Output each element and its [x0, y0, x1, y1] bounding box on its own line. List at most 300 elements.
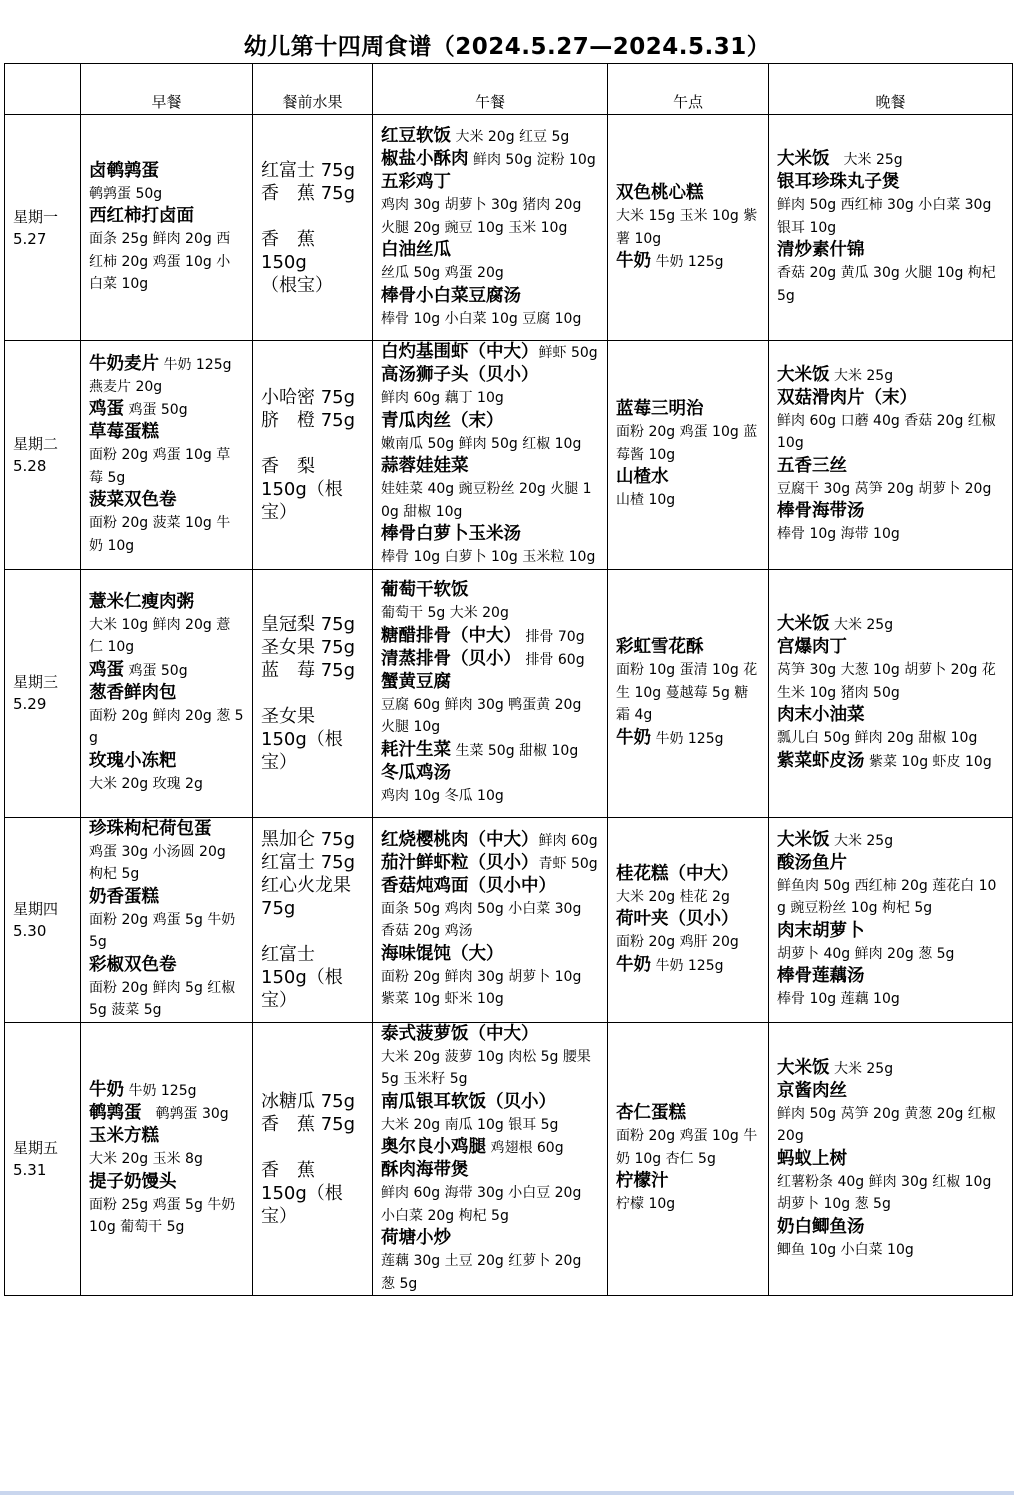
- fruit-line: 圣女果 75g: [261, 636, 356, 658]
- snack-dish: [616, 1170, 760, 1193]
- dish-name: 棒骨小白菜豆腐汤: [381, 285, 521, 306]
- breakfast-ingredients: 大米 10g 鲜肉 20g 薏仁 10g: [89, 616, 231, 656]
- snack-dish: [616, 727, 760, 750]
- lunch-dish: [381, 148, 599, 171]
- dish-amount: 鲜肉 60g: [538, 832, 598, 849]
- header-row: [5, 64, 1013, 115]
- breakfast-cell: [81, 569, 253, 817]
- breakfast-dish: [89, 954, 244, 977]
- fruit-line: （根宝）: [261, 274, 333, 296]
- dish-amount: 排骨 60g: [521, 651, 585, 668]
- dish-name: 茄汁鲜虾粒（贝小）: [381, 852, 539, 873]
- fruit-line: 150g（根: [261, 478, 343, 500]
- lunch-dish: [381, 523, 599, 546]
- dinner-cell: [769, 115, 1013, 341]
- day-date: 5.31: [13, 1160, 47, 1179]
- dinner-dish: [777, 1080, 1004, 1103]
- dish-name: 蚂蚁上树: [777, 1148, 847, 1169]
- dinner-cell: [769, 817, 1013, 1022]
- dinner-ingredients: 鲜鱼肉 50g 西红柿 20g 莲花白 10g 豌豆粉丝 10g 枸杞 5g: [777, 877, 997, 916]
- day-name: 星期五: [13, 1138, 59, 1157]
- dinner-dish: [777, 387, 1004, 410]
- lunch-cell: [373, 341, 608, 570]
- dish-name: 牛奶麦片: [89, 353, 159, 374]
- dish-name: 大米饭: [777, 149, 830, 169]
- breakfast-dish: [89, 489, 244, 512]
- dish-name: 白油丝瓜: [381, 240, 451, 260]
- dish-amount: 鲜肉 50g 淀粉 10g: [468, 152, 596, 168]
- dinner-ingredients: 胡萝卜 40g 鲜肉 20g 葱 5g: [777, 945, 955, 962]
- snack-ingredients: 面粉 20g 鸡肝 20g: [616, 934, 739, 950]
- day-date: 5.30: [13, 921, 47, 940]
- fruit-line: 宝）: [261, 989, 297, 1011]
- breakfast-ingredients: 面粉 20g 鲜肉 20g 葱 5g: [89, 707, 244, 747]
- dish-name: 青瓜肉丝（末）: [381, 410, 504, 431]
- lunch-ingredients: 豆腐 60g 鲜肉 30g 鸭蛋黄 20g 火腿 10g: [381, 696, 582, 735]
- dish-name: 大米饭: [777, 364, 830, 385]
- dish-name: 薏米仁瘦肉粥: [89, 591, 194, 612]
- day-cell: [5, 569, 81, 817]
- dish-name: 肉末小油菜: [777, 705, 865, 726]
- day-name: 星期三: [13, 673, 59, 691]
- breakfast-dish: [89, 818, 244, 841]
- breakfast-ingredients: 面粉 20g 鲜肉 5g 红椒 5g 菠菜 5g: [89, 979, 236, 1018]
- fruit-line: 黑加仑 75g: [261, 828, 356, 850]
- breakfast-ingredients: 燕麦片 20g: [89, 378, 163, 395]
- dish-name: 肉末胡萝卜: [777, 920, 865, 941]
- dish-name: 清蒸排骨（贝小）: [381, 648, 521, 669]
- fruit-line: 150g（根: [261, 728, 343, 750]
- dinner-cell: [769, 1022, 1013, 1296]
- day-cell: [5, 341, 81, 570]
- breakfast-cell: [81, 1022, 253, 1296]
- dish-amount: 大米 25g: [829, 367, 894, 384]
- dish-amount: 生菜 50g 甜椒 10g: [451, 742, 579, 759]
- lunch-dish: [381, 1091, 599, 1114]
- dish-name: 大米饭: [777, 1057, 830, 1078]
- snack-cell: [608, 569, 769, 817]
- dish-name: 葡萄干软饭: [381, 580, 469, 600]
- lunch-ingredients: 大米 20g 菠萝 10g 肉松 5g 腰果 5g 玉米籽 5g: [381, 1048, 591, 1087]
- breakfast-dish: [89, 398, 244, 421]
- dinner-ingredients: 棒骨 10g 莲藕 10g: [777, 991, 900, 1007]
- dish-name: 高汤狮子头（贝小）: [381, 365, 539, 385]
- lunch-dish: [381, 1159, 599, 1182]
- header-dinner: 晚餐: [769, 64, 1013, 115]
- breakfast-dish: [89, 750, 244, 773]
- dish-name: 卤鹌鹑蛋: [89, 160, 159, 181]
- dish-name: 清炒素什锦: [777, 240, 865, 260]
- dinner-ingredients: 鲫鱼 10g 小白菜 10g: [777, 1241, 914, 1258]
- breakfast-dish: [89, 353, 244, 376]
- dish-amount: 大米 25g: [829, 1060, 894, 1077]
- dish-name: 鸡蛋: [89, 659, 124, 680]
- breakfast-ingredients: 鸡蛋 30g 小汤圆 20g 枸杞 5g: [89, 843, 226, 882]
- breakfast-ingredients: 面粉 20g 菠菜 10g 牛奶 10g: [89, 515, 231, 554]
- day-date: 5.27: [13, 229, 47, 248]
- fruit-cell: [253, 115, 373, 341]
- dinner-cell: [769, 341, 1013, 570]
- fruit-line: 宝）: [261, 751, 297, 773]
- fruit-cell: [253, 569, 373, 817]
- dish-name: 大米饭: [777, 614, 830, 635]
- lunch-dish: [381, 829, 599, 852]
- snack-ingredients: 山楂 10g: [616, 492, 676, 508]
- snack-dish: [616, 398, 760, 421]
- dinner-ingredients: 鲜肉 60g 口蘑 40g 香菇 20g 红椒 10g: [777, 412, 996, 452]
- lunch-dish: [381, 852, 599, 875]
- header-day: [5, 64, 81, 115]
- snack-cell: [608, 115, 769, 341]
- breakfast-dish: [89, 659, 244, 682]
- dish-name: 奶白鲫鱼汤: [777, 1216, 865, 1237]
- dish-name: 京酱肉丝: [777, 1080, 847, 1101]
- dish-amount: 鹌鹑蛋 30g: [141, 1106, 229, 1122]
- snack-dish: [616, 182, 760, 205]
- fruit-line: 香 蕉: [261, 1159, 315, 1181]
- dinner-dish: [777, 920, 1004, 943]
- dinner-dish: [777, 750, 1004, 773]
- lunch-dish: [381, 625, 599, 648]
- lunch-ingredients: 大米 20g 南瓜 10g 银耳 5g: [381, 1116, 559, 1133]
- lunch-dish: [381, 125, 599, 148]
- table-row: [5, 1022, 1013, 1296]
- dinner-dish: [777, 171, 1004, 194]
- dinner-ingredients: 豆腐干 30g 莴笋 20g 胡萝卜 20g: [777, 480, 992, 497]
- dish-amount: 鸡蛋 50g: [124, 662, 188, 679]
- fruit-line: 150g: [261, 251, 307, 273]
- breakfast-dish: [89, 1102, 244, 1125]
- fruit-line: 蓝 莓 75g: [261, 659, 356, 681]
- dish-name: 棒骨莲藕汤: [777, 966, 865, 986]
- dish-name: 荷叶夹（贝小）: [616, 909, 739, 929]
- dish-name: 山楂水: [616, 467, 669, 487]
- lunch-dish: [381, 364, 599, 387]
- snack-dish: [616, 1102, 760, 1125]
- dish-name: 酥肉海带煲: [381, 1160, 469, 1180]
- dish-name: 五香三丝: [777, 455, 847, 476]
- lunch-dish: [381, 171, 599, 194]
- lunch-cell: [373, 1022, 608, 1296]
- dish-name: 彩椒双色卷: [89, 954, 177, 975]
- day-cell: [5, 1022, 81, 1296]
- fruit-line: [261, 205, 364, 228]
- dish-amount: 鲜虾 50g: [538, 345, 598, 361]
- snack-ingredients: 大米 15g 玉米 10g 紫薯 10g: [616, 208, 758, 247]
- lunch-ingredients: 面粉 20g 鲜肉 30g 胡萝卜 10g 紫菜 10g 虾米 10g: [381, 968, 582, 1007]
- lunch-ingredients: 丝瓜 50g 鸡蛋 20g: [381, 265, 504, 281]
- dish-name: 银耳珍珠丸子煲: [777, 172, 900, 192]
- dish-name: 彩虹雪花酥: [616, 637, 704, 658]
- lunch-cell: [373, 817, 608, 1022]
- lunch-ingredients: 莲藕 30g 土豆 20g 红萝卜 20g 葱 5g: [381, 1253, 582, 1292]
- dish-name: 杏仁蛋糕: [616, 1103, 686, 1123]
- day-date: 5.28: [13, 456, 47, 475]
- dish-name: 鹌鹑蛋: [89, 1103, 142, 1123]
- bottom-divider: [0, 1488, 1014, 1503]
- dish-amount: 牛奶 125g: [651, 730, 724, 747]
- breakfast-ingredients: 面粉 25g 鸡蛋 5g 牛奶 10g 葡萄干 5g: [89, 1196, 236, 1235]
- snack-ingredients: 柠檬 10g: [616, 1196, 676, 1212]
- fruit-line: 红心火龙果 75g: [261, 874, 351, 919]
- lunch-dish: [381, 1136, 599, 1159]
- dish-amount: 鸡翅根 60g: [486, 1140, 564, 1156]
- dish-name: 荷塘小炒: [381, 1228, 451, 1248]
- dinner-dish: [777, 852, 1004, 875]
- dish-name: 草莓蛋糕: [89, 422, 159, 442]
- snack-cell: [608, 341, 769, 570]
- fruit-line: 香 蕉 75g: [261, 182, 356, 204]
- dinner-ingredients: 鲜肉 50g 西红柿 30g 小白菜 30g 银耳 10g: [777, 197, 992, 236]
- lunch-ingredients: 鲜肉 60g 海带 30g 小白豆 20g 小白菜 20g 枸杞 5g: [381, 1185, 582, 1224]
- dish-name: 牛奶: [89, 1080, 124, 1100]
- snack-ingredients: 面粉 20g 鸡蛋 10g 蓝莓酱 10g: [616, 424, 758, 463]
- breakfast-dish: [89, 160, 244, 183]
- dish-name: 鸡蛋: [89, 399, 124, 419]
- fruit-line: 脐 橙 75g: [261, 409, 356, 431]
- dish-name: 椒盐小酥肉: [381, 149, 469, 169]
- dinner-dish: [777, 829, 1004, 852]
- fruit-line: 圣女果: [261, 705, 315, 727]
- dish-name: 酸汤鱼片: [777, 852, 847, 873]
- lunch-ingredients: 鲜肉 60g 藕丁 10g: [381, 390, 504, 406]
- dinner-dish: [777, 613, 1004, 636]
- dinner-dish: [777, 1057, 1004, 1080]
- dish-name: 葱香鲜肉包: [89, 682, 177, 703]
- dish-name: 提子奶馒头: [89, 1171, 177, 1192]
- dish-name: 牛奶: [616, 727, 651, 748]
- dish-name: 南瓜银耳软饭（贝小）: [381, 1091, 556, 1112]
- dish-name: 棒骨海带汤: [777, 501, 865, 522]
- lunch-dish: [381, 1227, 599, 1250]
- snack-dish: [616, 954, 760, 977]
- dish-amount: 大米 20g 红豆 5g: [451, 129, 570, 145]
- fruit-line: 红富士: [261, 943, 315, 965]
- lunch-cell: [373, 115, 608, 341]
- fruit-line: 小哈密 75g: [261, 386, 356, 408]
- dish-amount: 牛奶 125g: [124, 1083, 197, 1099]
- dinner-ingredients: 瓢儿白 50g 鲜肉 20g 甜椒 10g: [777, 730, 978, 747]
- dinner-dish: [777, 1216, 1004, 1239]
- dinner-ingredients: 香菇 20g 黄瓜 30g 火腿 10g 枸杞 5g: [777, 265, 996, 304]
- day-name: 星期二: [13, 434, 59, 453]
- dish-name: 泰式菠萝饭（中大）: [381, 1023, 539, 1044]
- table-row: [5, 115, 1013, 341]
- breakfast-cell: [81, 341, 253, 570]
- lunch-dish: [381, 579, 599, 602]
- lunch-dish: [381, 875, 599, 898]
- snack-dish: [616, 250, 760, 273]
- dish-name: 桂花糕（中大）: [616, 863, 739, 884]
- lunch-ingredients: 鸡肉 30g 胡萝卜 30g 猪肉 20g 火腿 20g 豌豆 10g 玉米 10g: [381, 197, 582, 236]
- dish-name: 双色桃心糕: [616, 183, 704, 203]
- lunch-cell: [373, 569, 608, 817]
- dinner-ingredients: 莴笋 30g 大葱 10g 胡萝卜 20g 花生米 10g 猪肉 50g: [777, 662, 996, 701]
- fruit-cell: [253, 817, 373, 1022]
- lunch-ingredients: 鸡肉 10g 冬瓜 10g: [381, 787, 504, 804]
- dinner-dish: [777, 148, 1004, 171]
- fruit-line: [261, 432, 364, 455]
- table-row: [5, 817, 1013, 1022]
- dinner-dish: [777, 704, 1004, 727]
- breakfast-ingredients: 大米 20g 玫瑰 2g: [89, 775, 203, 792]
- fruit-line: 150g（根: [261, 1182, 343, 1204]
- dish-name: 耗汁生菜: [381, 739, 451, 760]
- fruit-line: 宝）: [261, 501, 297, 523]
- fruit-line: 150g（根: [261, 966, 343, 988]
- dish-name: 蓝莓三明治: [616, 399, 704, 419]
- dish-amount: 排骨 70g: [521, 628, 585, 645]
- fruit-line: 红富士 75g: [261, 851, 356, 873]
- breakfast-dish: [89, 1079, 244, 1102]
- snack-dish: [616, 466, 760, 489]
- lunch-ingredients: 嫩南瓜 50g 鲜肉 50g 红椒 10g: [381, 435, 582, 452]
- lunch-dish: [381, 1023, 599, 1046]
- snack-ingredients: 大米 20g 桂花 2g: [616, 888, 730, 905]
- table-row: [5, 569, 1013, 817]
- lunch-dish: [381, 943, 599, 966]
- dish-amount: 大米 25g: [829, 152, 903, 168]
- dish-name: 冬瓜鸡汤: [381, 762, 451, 783]
- dinner-cell: [769, 569, 1013, 817]
- day-cell: [5, 817, 81, 1022]
- header-lunch: 午餐: [373, 64, 608, 115]
- fruit-line: 香 蕉 75g: [261, 1113, 356, 1135]
- weekly-menu-table: [4, 63, 1013, 1296]
- fruit-line: 皇冠梨 75g: [261, 613, 356, 635]
- breakfast-dish: [89, 682, 244, 705]
- dinner-dish: [777, 965, 1004, 988]
- dish-name: 海味馄饨（大）: [381, 943, 504, 964]
- table-row: [5, 341, 1013, 570]
- breakfast-cell: [81, 817, 253, 1022]
- dish-name: 糖醋排骨（中大）: [381, 625, 521, 646]
- breakfast-ingredients: 鹌鹑蛋 50g: [89, 185, 163, 202]
- dish-name: 五彩鸡丁: [381, 172, 451, 192]
- header-snack: 午点: [608, 64, 769, 115]
- dish-name: 宫爆肉丁: [777, 637, 847, 658]
- breakfast-cell: [81, 115, 253, 341]
- header-fruit: 餐前水果: [253, 64, 373, 115]
- fruit-cell: [253, 1022, 373, 1296]
- dish-name: 大米饭: [777, 829, 830, 850]
- lunch-dish: [381, 341, 599, 364]
- breakfast-ingredients: 面粉 20g 鸡蛋 10g 草莓 5g: [89, 447, 231, 486]
- dish-amount: 牛奶 125g: [651, 957, 724, 974]
- lunch-ingredients: 娃娃菜 40g 豌豆粉丝 20g 火腿 10g 甜椒 10g: [381, 481, 592, 520]
- dish-name: 红豆软饭: [381, 126, 451, 146]
- breakfast-dish: [89, 205, 244, 228]
- dish-name: 蟹黄豆腐: [381, 671, 451, 692]
- dish-name: 西红柿打卤面: [89, 206, 194, 226]
- lunch-ingredients: 面条 50g 鸡肉 50g 小白菜 30g 香菇 20g 鸡汤: [381, 900, 582, 939]
- breakfast-dish: [89, 421, 244, 444]
- breakfast-dish: [89, 1171, 244, 1194]
- fruit-line: 红富士 75g: [261, 159, 356, 181]
- dinner-dish: [777, 455, 1004, 478]
- breakfast-ingredients: 面条 25g 鲜肉 20g 西红柿 20g 鸡蛋 10g 小白菜 10g: [89, 231, 231, 292]
- lunch-dish: [381, 285, 599, 308]
- dish-name: 双菇滑肉片（末）: [777, 387, 917, 408]
- lunch-ingredients: 棒骨 10g 小白菜 10g 豆腐 10g: [381, 310, 582, 327]
- day-date: 5.29: [13, 695, 47, 713]
- dish-name: 棒骨白萝卜玉米汤: [381, 524, 521, 544]
- dish-amount: 大米 25g: [829, 832, 894, 849]
- dish-name: 红烧樱桃肉（中大）: [381, 829, 539, 850]
- lunch-dish: [381, 671, 599, 694]
- dish-name: 柠檬汁: [616, 1171, 669, 1191]
- dish-name: 紫菜虾皮汤: [777, 750, 865, 771]
- lunch-dish: [381, 739, 599, 762]
- dinner-dish: [777, 500, 1004, 523]
- dish-name: 牛奶: [616, 954, 651, 975]
- day-name: 星期一: [13, 207, 59, 226]
- dinner-dish: [777, 364, 1004, 387]
- lunch-dish: [381, 648, 599, 671]
- dish-name: 蒜蓉娃娃菜: [381, 456, 469, 476]
- fruit-line: 香 蕉: [261, 228, 315, 250]
- dish-name: 白灼基围虾（中大）: [381, 342, 539, 362]
- dish-name: 奶香蛋糕: [89, 886, 159, 907]
- breakfast-ingredients: 大米 20g 玉米 8g: [89, 1151, 203, 1167]
- dinner-dish: [777, 239, 1004, 262]
- lunch-dish: [381, 239, 599, 262]
- fruit-line: [261, 920, 364, 943]
- lunch-dish: [381, 762, 599, 785]
- lunch-ingredients: 棒骨 10g 白萝卜 10g 玉米粒 10g: [381, 549, 596, 565]
- dinner-dish: [777, 1148, 1004, 1171]
- snack-cell: [608, 1022, 769, 1296]
- lunch-dish: [381, 455, 599, 478]
- dish-amount: 鸡蛋 50g: [124, 402, 188, 418]
- dish-name: 香菇炖鸡面（贝小中）: [381, 875, 556, 896]
- dish-name: 玫瑰小冻粑: [89, 750, 177, 771]
- dish-name: 菠菜双色卷: [89, 490, 177, 510]
- snack-dish: [616, 863, 760, 886]
- dish-amount: 牛奶 125g: [651, 254, 724, 270]
- breakfast-dish: [89, 886, 244, 909]
- dish-amount: 紫菜 10g 虾皮 10g: [864, 753, 992, 770]
- breakfast-ingredients: 面粉 20g 鸡蛋 5g 牛奶 5g: [89, 911, 236, 950]
- breakfast-dish: [89, 1125, 244, 1148]
- fruit-line: [261, 1136, 364, 1159]
- day-cell: [5, 115, 81, 341]
- dish-name: 玉米方糕: [89, 1126, 159, 1146]
- dish-name: 奥尔良小鸡腿: [381, 1137, 486, 1157]
- lunch-ingredients: 葡萄干 5g 大米 20g: [381, 605, 509, 621]
- fruit-cell: [253, 341, 373, 570]
- fruit-line: 冰糖瓜 75g: [261, 1090, 356, 1112]
- breakfast-dish: [89, 591, 244, 614]
- dish-name: 牛奶: [616, 251, 651, 271]
- day-name: 星期四: [13, 899, 59, 918]
- dish-name: 珍珠枸杞荷包蛋: [89, 818, 212, 839]
- snack-dish: [616, 636, 760, 659]
- fruit-line: [261, 682, 364, 705]
- dinner-ingredients: 鲜肉 50g 莴笋 20g 黄葱 20g 红椒 20g: [777, 1105, 996, 1144]
- dinner-dish: [777, 636, 1004, 659]
- snack-ingredients: 面粉 20g 鸡蛋 10g 牛奶 10g 杏仁 5g: [616, 1128, 758, 1167]
- dinner-ingredients: 棒骨 10g 海带 10g: [777, 526, 900, 543]
- dinner-ingredients: 红薯粉条 40g 鲜肉 30g 红椒 10g 胡萝卜 10g 葱 5g: [777, 1173, 992, 1212]
- page-title: 幼儿第十四周食谱（2024.5.27—2024.5.31）: [243, 34, 771, 60]
- fruit-line: 香 梨: [261, 455, 315, 477]
- header-breakfast: 早餐: [81, 64, 253, 115]
- lunch-dish: [381, 410, 599, 433]
- snack-dish: [616, 908, 760, 931]
- snack-cell: [608, 817, 769, 1022]
- snack-ingredients: 面粉 10g 蛋清 10g 花生 10g 蔓越莓 5g 糖霜 4g: [616, 662, 758, 724]
